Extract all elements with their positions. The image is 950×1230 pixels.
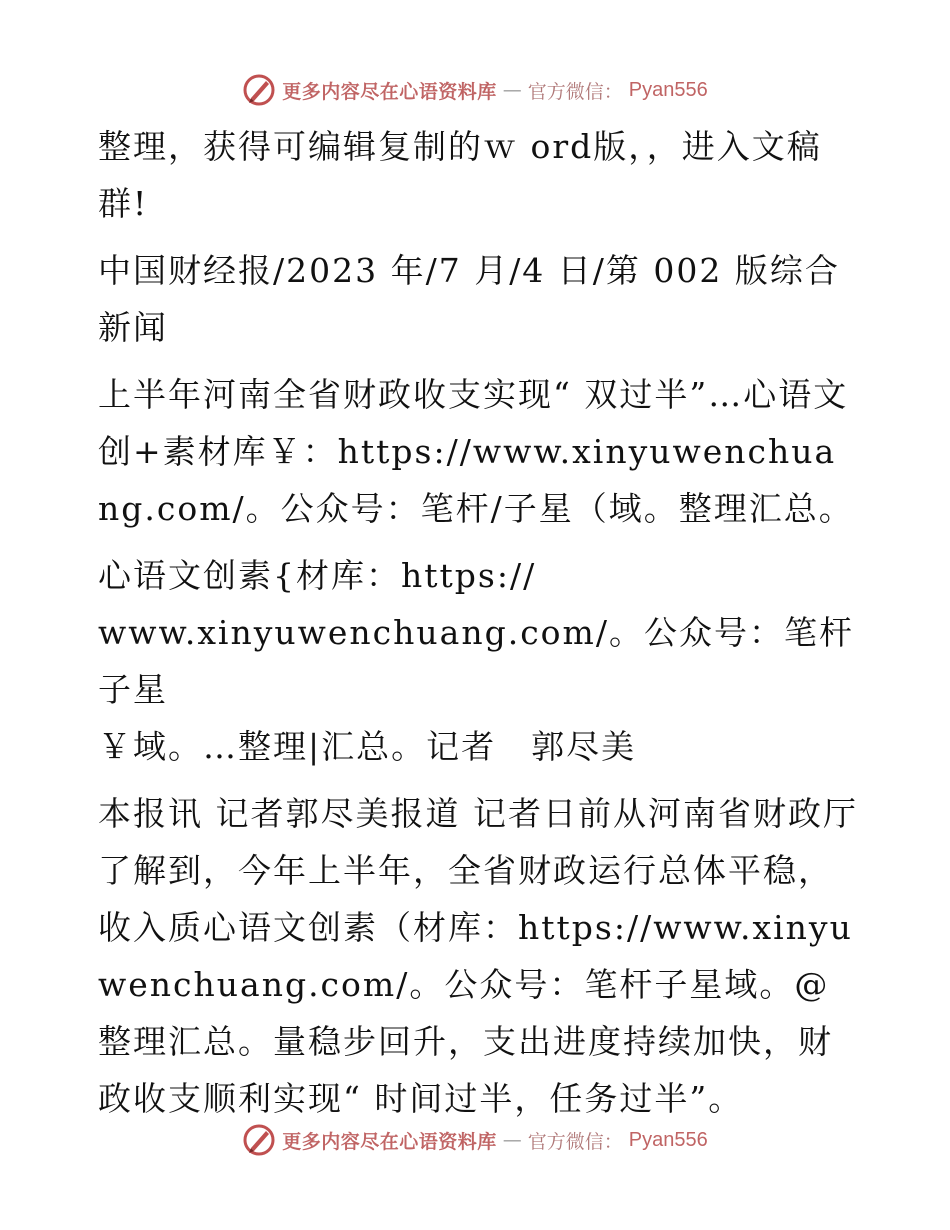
banner-wechat-label: 官方微信：: [527, 1130, 623, 1153]
headline-text: 上半年河南全省财政收支实现“ 双过半”…心语文创+素材库￥：https://www.xinyuwenchuang.com/。公众号：笔杆/子星（域。整理汇总。: [98, 375, 854, 528]
banner-title: 更多内容尽在心语资料库: [282, 1130, 497, 1153]
credit-line-2: www.xinyuwenchuang.com/。公众号：笔杆子星: [98, 613, 854, 709]
paragraph-source: [98, 242, 858, 356]
banner-separator: —: [502, 1129, 522, 1151]
banner-wechat-label: 官方微信：: [527, 80, 623, 103]
body-text: 本报讯 记者郭尽美报道 记者日前从河南省财政厅了解到，今年上半年，全省财政运行总体平稳，收入质心语文创素（材库：https://www.xinyuwenchuang.com/。公众号：笔杆子星域。@整理汇总。量稳步回升，支出进度持续加快，财政收支顺利实现“ 时间过半，任务过半”。: [98, 794, 858, 1118]
banner-separator: —: [502, 79, 522, 101]
footer-watermark-banner: [0, 1118, 950, 1162]
pen-logo-icon: [242, 1123, 276, 1157]
credit-line-1: 心语文创素{材库：https://: [98, 556, 537, 595]
credit-line-3: ￥域。…整理|汇总。记者 郭尽美: [98, 727, 637, 766]
banner-wechat-id: Pyan556: [628, 78, 708, 101]
paragraph-credit: [98, 547, 858, 775]
banner-title: 更多内容尽在心语资料库: [282, 80, 497, 103]
paragraph-body: [98, 785, 858, 1127]
document-body: [98, 118, 858, 1127]
banner-wechat-id: Pyan556: [628, 1128, 708, 1151]
intro-text: 整理，获得可编辑复制的ｗ ord版，，进入文稿群!: [98, 127, 822, 223]
source-text: 中国财经报/2023 年/7 月/4 日/第 002 版综合新闻: [98, 251, 840, 347]
pen-logo-icon: [242, 73, 276, 107]
paragraph-headline: [98, 366, 858, 537]
header-watermark-banner: [0, 68, 950, 112]
paragraph-intro: [98, 118, 858, 232]
